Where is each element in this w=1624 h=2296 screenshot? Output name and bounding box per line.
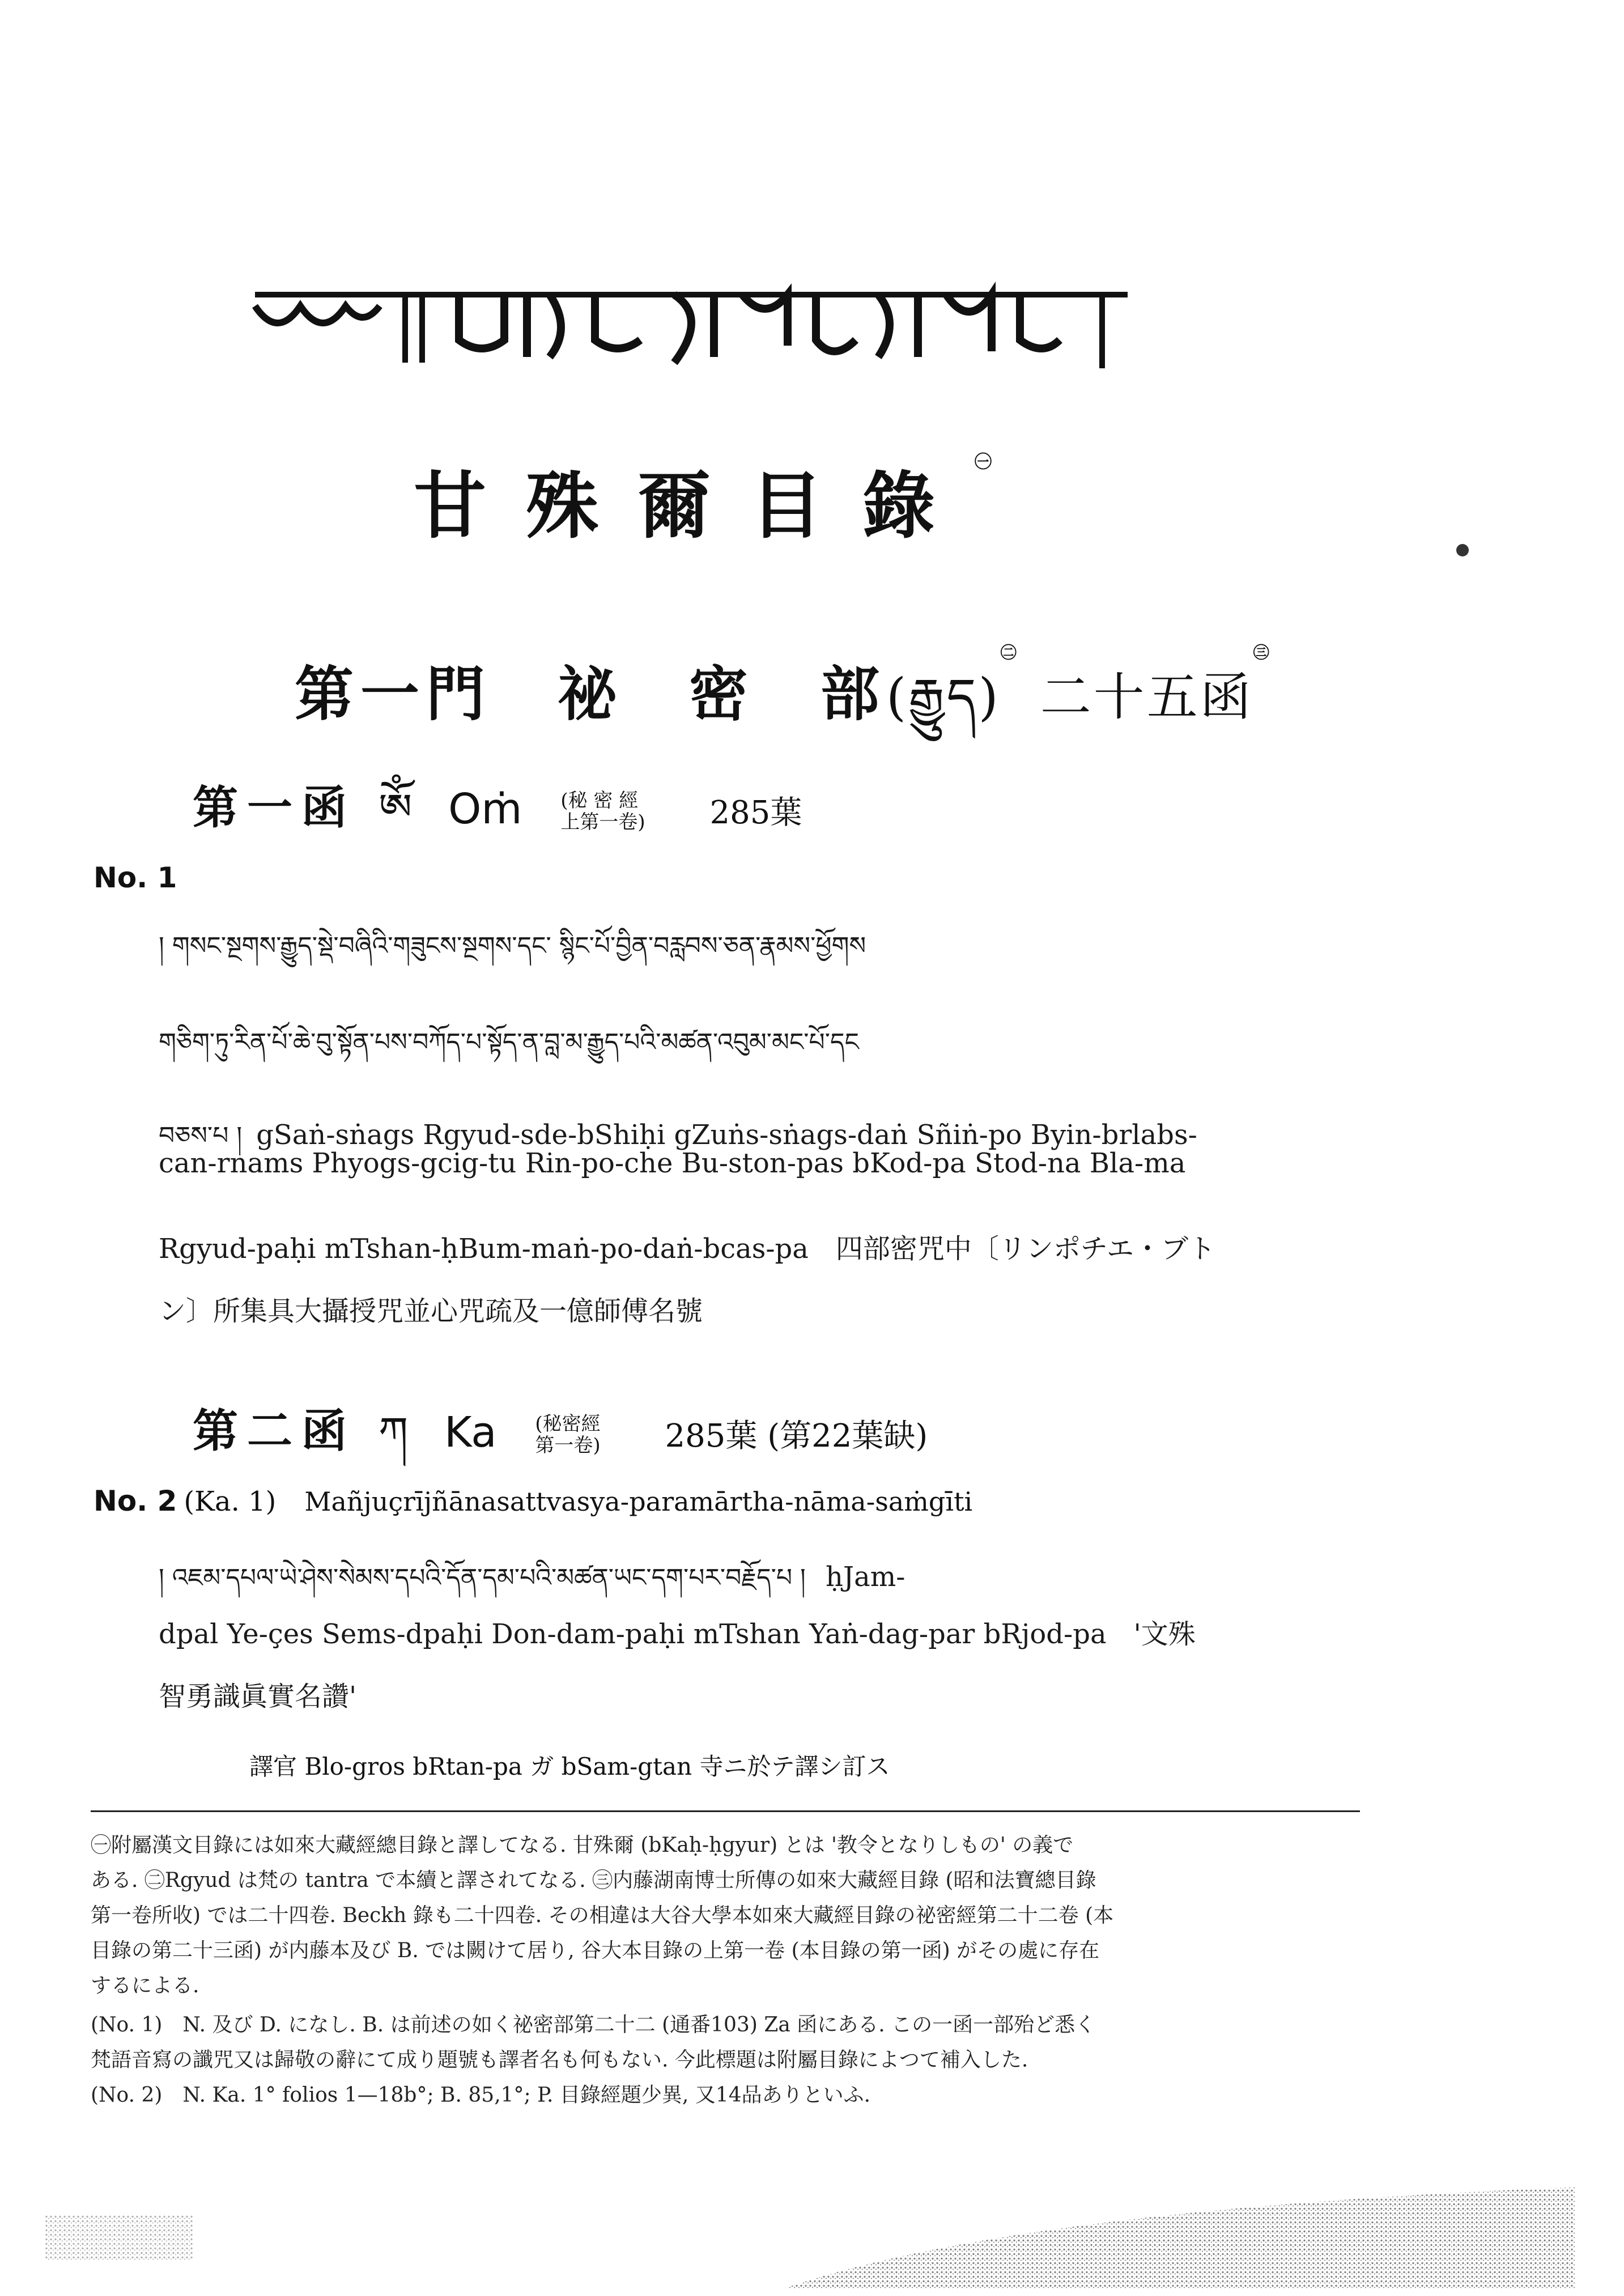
- entry-transliteration: gSaṅ-sṅags Rgyud-sde-bShiḥi gZuṅs-sṅags-daṅ Sñiṅ-po Byin-brlabs-: [256, 1119, 1197, 1151]
- page-title: 甘殊爾目錄$^㊀$: [414, 452, 992, 549]
- section-count: 二十五函: [1040, 667, 1253, 727]
- footnote-divider: [91, 1810, 1360, 1812]
- translator-note: 譯官 Blo-gros bRtan-pa ガ bSam-gtan 寺ニ於テ譯シ訂ス: [249, 1753, 890, 1780]
- tibetan-text-line: [159, 918, 1349, 958]
- entry-line: ン〕所集具大攝授咒並心咒疏及一億師傅名號: [159, 1295, 703, 1327]
- volume-paren-note: (秘密經 第一卷): [535, 1413, 601, 1457]
- tibetan-line-text: ། གསང་སྔགས་རྒྱུད་སྡེ་བཞིའི་གཟུངས་སྔགས་དང་ སྙིང་པོ་བྱིན་བརླབས་ཅན་རྣམས་ཕྱོགས: [159, 932, 866, 960]
- footnote-line: するによる.: [91, 1974, 199, 1997]
- volume-leaves: 285葉 (第22葉缺): [665, 1418, 928, 1455]
- entry-sub-number: (Ka. 1): [184, 1486, 277, 1517]
- volume-heading-1: [193, 762, 802, 880]
- volume-roman: Oṁ: [448, 785, 522, 834]
- volume-tibetan-symbol: ཀ: [379, 1408, 409, 1457]
- footnote-line: ㊀附屬漢文目錄には如來大藏經總目錄と譯してなる. 甘殊爾 (bKaḥ-ḥgyur) とは '教令となりしもの' の義で: [91, 1834, 1074, 1857]
- volume-roman: Ka: [444, 1408, 497, 1457]
- scan-noise: [782, 2176, 1575, 2289]
- section-tibetan: (རྒྱུད): [886, 667, 1001, 727]
- entry-number: No. 1: [93, 861, 177, 894]
- entry-line: dpal Ye-çes Sems-dpaḥi Don-dam-paḥi mTshan Yaṅ-dag-par bRjod-pa '文殊: [159, 1618, 1196, 1650]
- tibetan-text-line: [159, 1014, 1349, 1057]
- footnote-line: (No. 2) N. Ka. 1° folios 1—18b°; B. 85,1°; P. 目錄經題少異, 又14品ありといふ.: [91, 2084, 871, 2107]
- tibetan-title: [244, 272, 1150, 374]
- entry-sanskrit-title: Mañjuçrījñānasattvasya-paramārtha-nāma-saṁgīti: [304, 1486, 973, 1517]
- footnote-line: (No. 1) N. 及び D. になし. B. は前述の如く祕密部第二十二 (通番103) Za 函にある. この一函一部殆ど悉く: [91, 2013, 1096, 2036]
- footnote-line: 目錄の第二十三函) が内藤本及び B. では闕けて居り, 谷大本目錄の上第一卷 (本目錄の第一函) がその處に存在: [91, 1939, 1100, 1962]
- entry-line: [159, 1550, 905, 1620]
- entry-line: 智勇識眞實名讚': [159, 1681, 357, 1712]
- tibetan-line-text: གཅིག་ཏུ་རིན་པོ་ཆེ་བུ་སྟོན་པས་བཀོད་པ་སྟོད་ན་བླ་མ་རྒྱུད་པའི་མཚན་འབུམ་མང་པོ་དང: [159, 1028, 859, 1057]
- entry-transliteration: ḥJam-: [825, 1561, 905, 1593]
- scan-speck: [1456, 544, 1469, 556]
- volume-label: 第二函: [193, 1404, 356, 1457]
- title-note-marker: ㊀: [975, 452, 992, 472]
- volume-paren-note: (秘 密 經 上第一卷): [560, 789, 645, 834]
- entry-line: can-rnams Phyogs-gcig-tu Rin-po-che Bu-ston-pas bKod-pa Stod-na Bla-ma: [159, 1147, 1186, 1179]
- tibetan-line-text: བཅས་པ །: [159, 1121, 243, 1150]
- footnote-line: 梵語音寫の讖咒又は歸敬の辭にて成り題號も譯者名も何もない. 今此標題は附屬目錄によつて補入した.: [91, 2048, 1028, 2072]
- scan-noise: [45, 2216, 193, 2261]
- footnote-line: ある. ㊁Rgyud は梵の tantra で本續と譯されてなる. ㊂内藤湖南博士所傳の如來大藏經目錄 (昭和法寶總目錄: [91, 1869, 1096, 1892]
- section-note-2: ㊂: [1253, 643, 1276, 662]
- volume-tibetan-symbol: ཨོཾ: [379, 785, 413, 834]
- entry-number-2: No. 2 (Ka. 1) Mañjuçrījñānasattvasya-paramārtha-nāma-saṁgīti: [93, 1485, 973, 1517]
- volume-leaves: 285葉: [709, 794, 802, 831]
- volume-label: 第一函: [193, 781, 356, 834]
- footnote-line: 第一卷所收) では二十四卷. Beckh 錄も二十四卷. その相違は大谷大學本如來大藏經目錄の祕密經第二十二卷 (本: [91, 1904, 1114, 1927]
- entry-line: Rgyud-paḥi mTshan-ḥBum-maṅ-po-daṅ-bcas-pa 四部密咒中〔リンポチエ・ブト: [159, 1233, 1215, 1265]
- section-heading-label: 第一門 祕 密 部: [295, 659, 887, 729]
- tibetan-line-text: ། འཇམ་དཔལ་ཡེ་ཤེས་སེམས་དཔའི་དོན་དམ་པའི་མཚན་ཡང་དག་པར་བརྗོད་པ །: [159, 1563, 806, 1592]
- tibetan-title-glyphs: [244, 272, 1150, 374]
- section-note-1: ㊁: [1000, 643, 1023, 662]
